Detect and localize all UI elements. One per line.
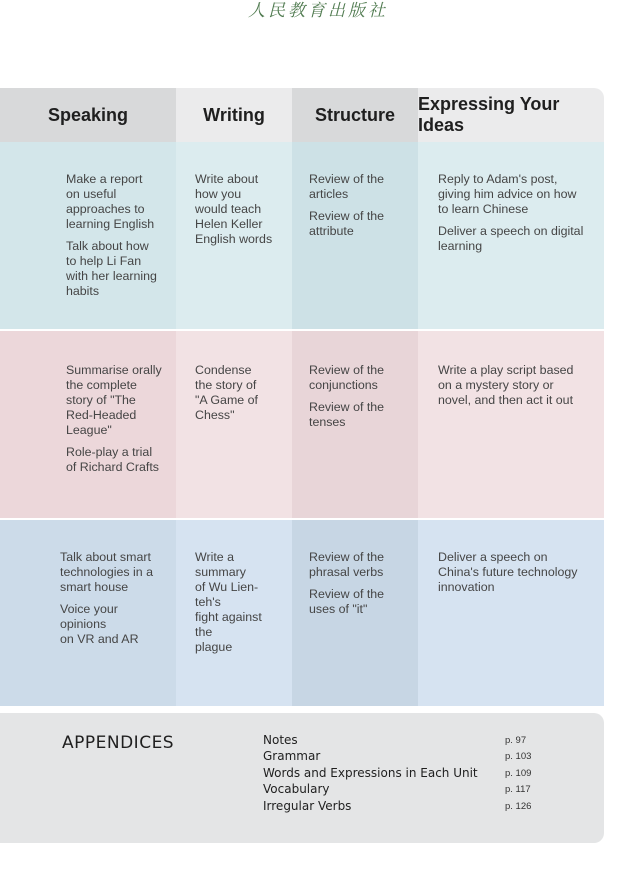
appendix-page-notes: p. 97 bbox=[505, 735, 527, 746]
appendix-item-notes[interactable]: Notes bbox=[263, 733, 298, 747]
activity-item: Talk about how to help Li Fan with her learning habits bbox=[66, 239, 157, 298]
activity-item: Deliver a speech on China's future technology innovation bbox=[438, 550, 578, 594]
activity-item: Review of the attribute bbox=[309, 209, 385, 238]
row3-writing-cell bbox=[195, 550, 292, 662]
activity-item: Voice your opinions on VR and AR bbox=[60, 602, 139, 646]
appendix-item-vocabulary[interactable]: Vocabulary bbox=[263, 782, 330, 796]
row3-structure-cell bbox=[309, 550, 418, 624]
column-header-writing: Writing bbox=[203, 104, 265, 125]
appendices-panel bbox=[0, 713, 604, 843]
column-header-structure: Structure bbox=[314, 104, 395, 125]
appendix-page-vocabulary: p. 117 bbox=[505, 784, 531, 795]
row1-writing-cell bbox=[195, 172, 292, 254]
activity-item: Review of the uses of "it" bbox=[309, 587, 385, 616]
appendix-item-grammar[interactable]: Grammar bbox=[263, 749, 321, 763]
activity-item: Summarise orally the complete story of "The Red-Headed League" bbox=[66, 363, 162, 437]
row1-structure-cell bbox=[309, 172, 418, 246]
row3-ideas-cell bbox=[438, 550, 604, 602]
table-cell-bg bbox=[418, 331, 604, 518]
appendix-page-irregular-verbs: p. 126 bbox=[505, 801, 532, 812]
activity-item: Review of the phrasal verbs bbox=[309, 550, 385, 579]
activity-item: Role-play a trial of Richard Crafts bbox=[66, 445, 159, 474]
publisher-logo: 人民教育出版社 bbox=[248, 1, 388, 21]
column-header-expressing-ideas: Expressing Your Ideas bbox=[418, 94, 560, 135]
column-header-speaking: Speaking bbox=[47, 104, 129, 125]
appendix-page-grammar: p. 103 bbox=[505, 751, 532, 762]
appendices-title: APPENDICES bbox=[62, 733, 175, 753]
appendix-page-words-expressions: p. 109 bbox=[505, 768, 532, 779]
appendix-item-irregular-verbs[interactable]: Irregular Verbs bbox=[263, 799, 352, 813]
activity-item: Review of the tenses bbox=[309, 400, 385, 429]
row1-speaking-cell bbox=[66, 172, 176, 306]
activity-item: Review of the articles bbox=[309, 172, 385, 201]
activity-item: Write about how you would teach Helen Keller English words bbox=[195, 172, 273, 246]
activity-item: Deliver a speech on digital learning bbox=[438, 224, 584, 253]
row2-ideas-cell bbox=[438, 363, 604, 415]
activity-item: Reply to Adam's post, giving him advice on how to learn Chinese bbox=[438, 172, 577, 216]
row2-writing-cell bbox=[195, 363, 292, 430]
activity-item: Talk about smart technologies in a smart house bbox=[60, 550, 153, 594]
activity-item: Write a play script based on a mystery story or novel, and then act it out bbox=[438, 363, 574, 407]
appendix-item-words-expressions[interactable]: Words and Expressions in Each Unit bbox=[263, 766, 478, 780]
row1-ideas-cell bbox=[438, 172, 604, 261]
activity-item: Review of the conjunctions bbox=[309, 363, 385, 392]
activity-item: Write a summary of Wu Lien-teh's fight against the plague bbox=[195, 550, 262, 654]
contents-table bbox=[0, 88, 604, 706]
activity-item: Condense the story of "A Game of Chess" bbox=[195, 363, 258, 422]
row2-speaking-cell bbox=[66, 363, 176, 482]
table-cell-bg bbox=[418, 520, 604, 706]
row2-structure-cell bbox=[309, 363, 418, 437]
row3-speaking-cell bbox=[60, 550, 170, 654]
activity-item: Make a report on useful approaches to learning English bbox=[66, 172, 155, 231]
